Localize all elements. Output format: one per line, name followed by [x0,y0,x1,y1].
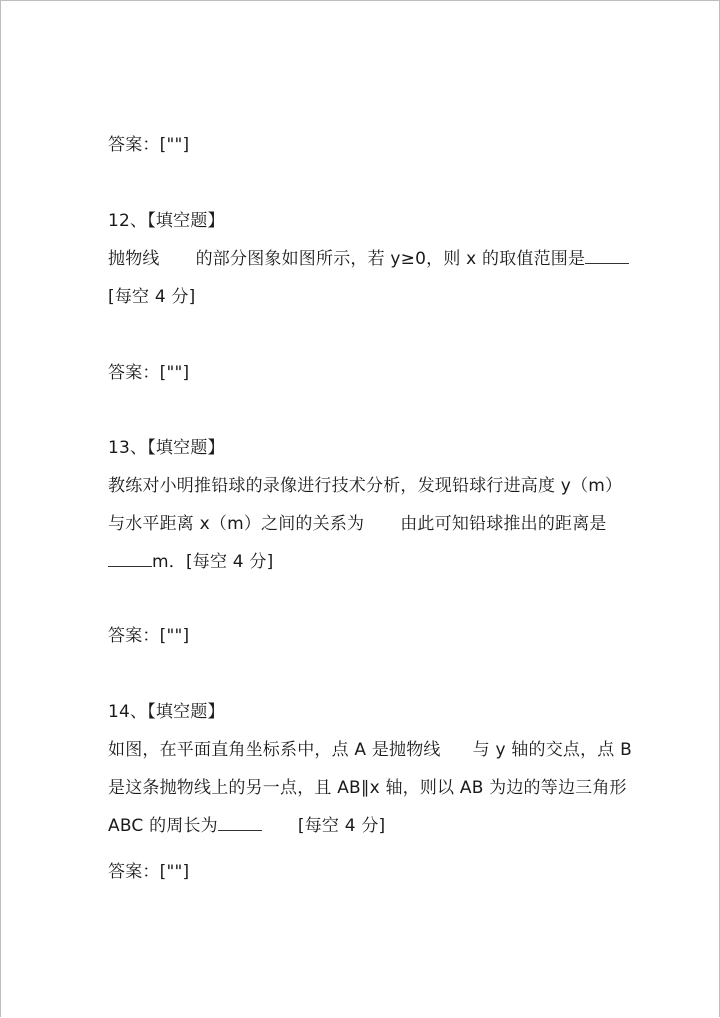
question-14-line-1 [108,738,632,762]
answer-prefix: 答案： [108,363,160,383]
question-12-line-1 [108,247,629,271]
answer-line-q12 [108,361,189,385]
question-13-line-2 [108,512,607,536]
question-14-line-3 [108,814,385,838]
answer-value: [""] [159,135,190,155]
question-text: 的部分图象如图所示，若 y≥0，则 x 的取值范围是 [195,249,586,269]
question-text: 教练对小明推铅球的录像进行技术分析，发现铅球行进高度 y（m） [108,476,623,496]
answer-prefix: 答案： [108,862,160,882]
answer-line-q13 [108,624,189,648]
answer-prefix: 答案： [108,135,160,155]
question-text: 与 y 轴的交点，点 B [472,740,632,760]
answer-value: [""] [159,862,190,882]
question-13-line-1 [108,474,622,498]
question-13-line-3 [108,550,273,574]
question-14-line-2 [108,776,627,800]
answer-blank[interactable] [218,814,262,831]
question-13-header [108,436,225,460]
answer-blank[interactable] [585,247,629,264]
question-text: 与水平距离 x（m）之间的关系为 [108,514,365,534]
question-12-line-2 [108,285,196,309]
question-text: 是这条抛物线上的另一点，且 AB∥x 轴，则以 AB 为边的等边三角形 [108,778,627,798]
question-text: m．[每空 4 分] [152,552,274,572]
question-14-header [108,700,225,724]
answer-value: [""] [159,363,190,383]
question-number-label: 14、【填空题】 [108,702,225,722]
answer-line-q14 [108,860,189,884]
question-text: 抛物线 [108,249,160,269]
question-text: 如图，在平面直角坐标系中，点 A 是抛物线 [108,740,441,760]
question-number-label: 13、【填空题】 [108,438,225,458]
score-note: [每空 4 分] [297,816,386,836]
answer-line-q11 [108,133,189,157]
score-note: [每空 4 分] [108,287,196,307]
answer-blank[interactable] [108,550,152,567]
question-12-header [108,209,225,233]
question-number-label: 12、【填空题】 [108,211,225,231]
question-text: ABC 的周长为 [108,816,218,836]
question-text: 由此可知铅球推出的距离是 [400,514,607,534]
answer-value: [""] [159,626,190,646]
answer-prefix: 答案： [108,626,160,646]
